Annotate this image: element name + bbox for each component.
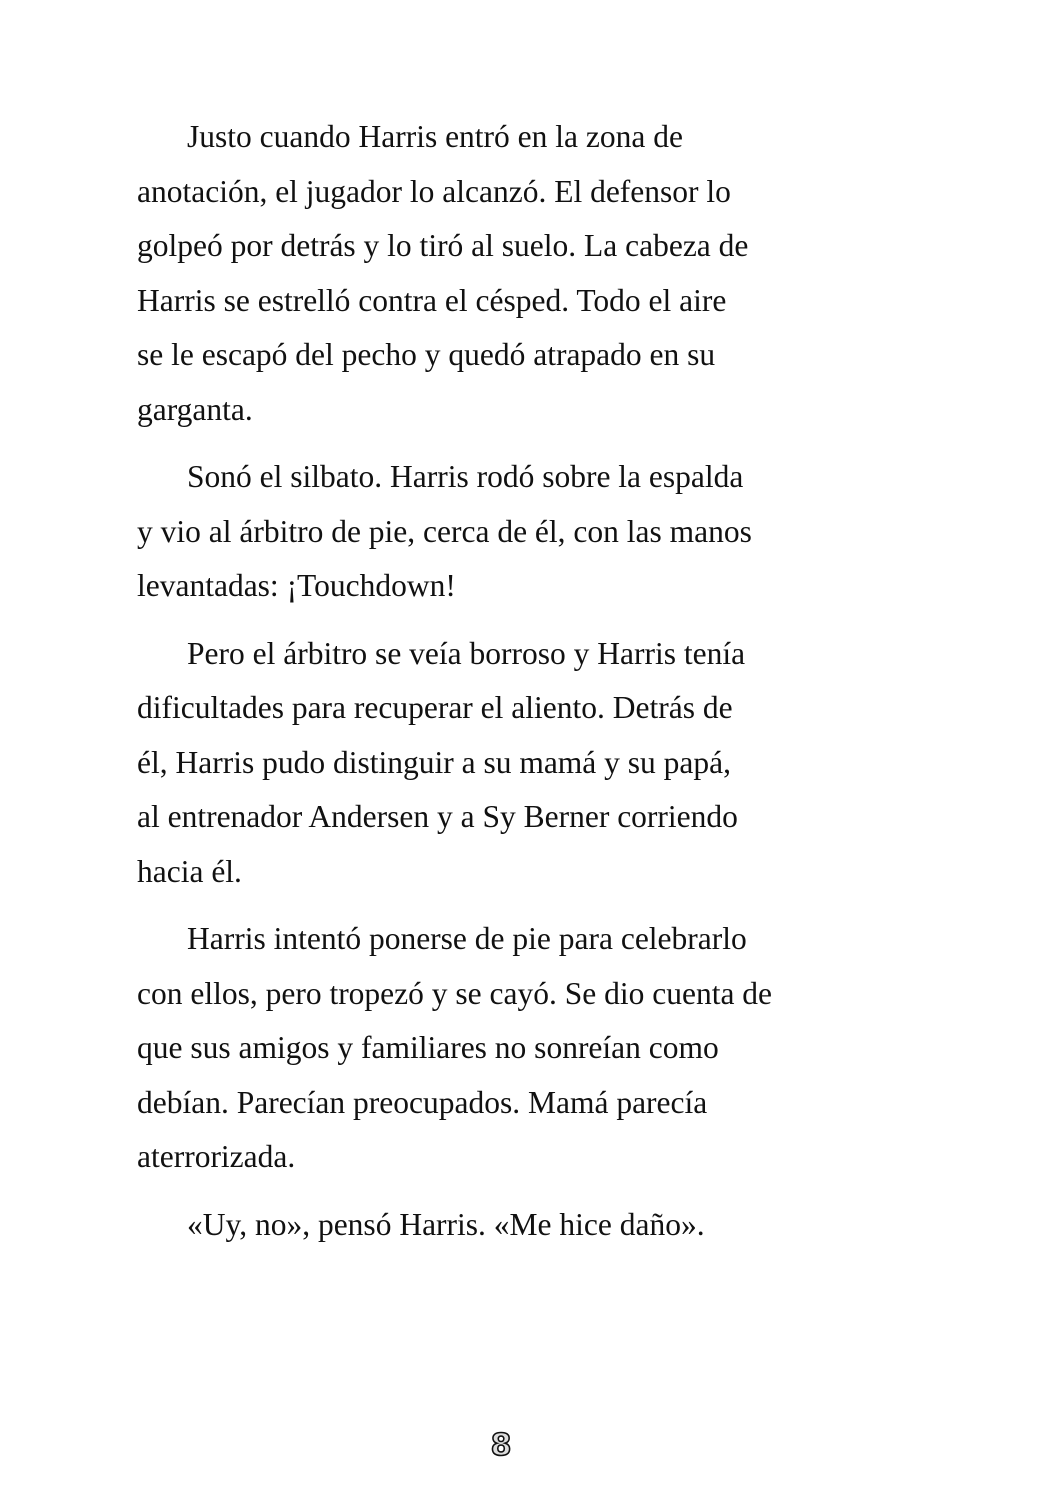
- paragraph-5: [137, 1198, 917, 1253]
- paragraph-4: [137, 912, 917, 1185]
- text-line: anotación, el jugador lo alcanzó. El defensor lo: [137, 173, 731, 209]
- page-number: 8: [490, 1428, 512, 1463]
- text-line: Justo cuando Harris entró en la zona de: [187, 119, 683, 154]
- text-line: que sus amigos y familiares no sonreían como: [137, 1030, 719, 1065]
- text-line: debían. Parecían preocupados. Mamá parecía: [137, 1084, 708, 1120]
- body-text: [137, 110, 917, 1265]
- text-line: dificultades para recuperar el aliento. Detrás de: [137, 690, 733, 725]
- text-line: con ellos, pero tropezó y se cayó. Se dio cuenta de: [137, 975, 773, 1011]
- text-line: Pero el árbitro se veía borroso y Harris tenía: [187, 635, 746, 671]
- paragraph-1: [137, 110, 917, 437]
- text-line: se le escapó del pecho y quedó atrapado en su: [137, 337, 716, 372]
- text-line: Harris intentó ponerse de pie para celebrarlo: [187, 921, 747, 956]
- text-line: golpeó por detrás y lo tiró al suelo. La cabeza de: [137, 228, 749, 263]
- paragraph-2: [137, 450, 917, 614]
- text-line: Sonó el silbato. Harris rodó sobre la espalda: [187, 459, 744, 494]
- text-line: hacia él.: [137, 853, 242, 889]
- text-line: Harris se estrelló contra el césped. Todo el aire: [137, 282, 727, 318]
- text-line: al entrenador Andersen y a Sy Berner corriendo: [137, 799, 738, 834]
- text-line: y vio al árbitro de pie, cerca de él, con las manos: [137, 513, 752, 549]
- text-line: garganta.: [137, 391, 253, 427]
- text-line: él, Harris pudo distinguir a su mamá y su papá,: [137, 744, 732, 780]
- text-line: aterrorizada.: [137, 1139, 296, 1174]
- text-line: levantadas: ¡Touchdown!: [137, 568, 456, 603]
- paragraph-3: [137, 627, 917, 900]
- text-line: «Uy, no», pensó Harris. «Me hice daño».: [187, 1206, 705, 1242]
